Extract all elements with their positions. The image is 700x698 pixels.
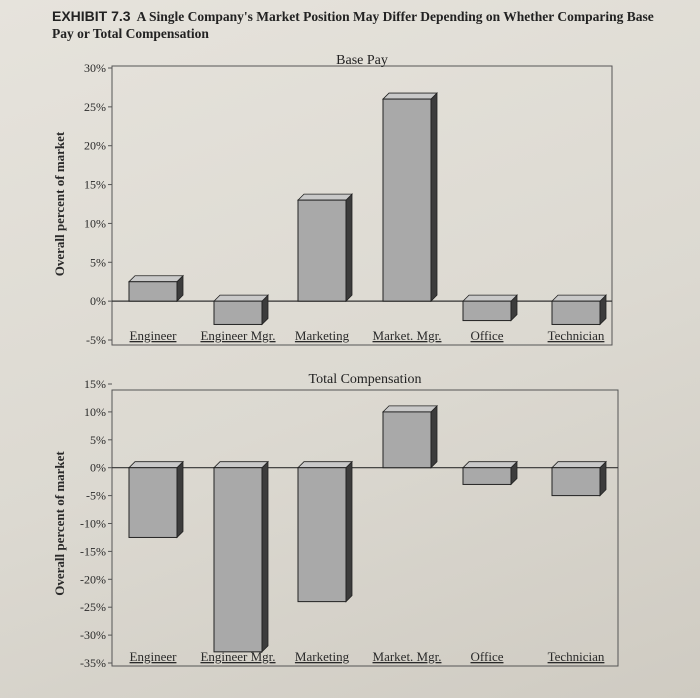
y-tick-label: 25% [84, 99, 106, 114]
bar-front [552, 468, 600, 496]
bar [214, 295, 268, 324]
bar-top [298, 462, 352, 468]
chart-1 [52, 53, 612, 347]
bar [298, 194, 352, 301]
plot-frame [112, 66, 612, 345]
bar-side [262, 462, 268, 652]
bar-front [129, 468, 177, 538]
exhibit-title-line2: Pay or Total Compensation [52, 26, 209, 41]
y-tick-label: 5% [90, 255, 106, 270]
y-tick-label: -30% [80, 628, 106, 643]
category-label: Technician [547, 328, 605, 343]
bar-top [129, 276, 183, 282]
bar-front [214, 468, 262, 652]
bar-top [214, 295, 268, 301]
category-label: Marketing [294, 328, 350, 343]
bar-front [129, 282, 177, 301]
category-label: Office [470, 328, 504, 343]
bar-front [214, 301, 262, 324]
bar-top [552, 462, 606, 468]
y-tick-label: 15% [84, 177, 106, 192]
y-tick-label: 15% [84, 377, 106, 391]
bar [383, 406, 437, 468]
bar [463, 462, 517, 485]
chart-2 [52, 372, 618, 670]
bar-top [463, 462, 517, 468]
category-label: Office [470, 649, 504, 664]
bar-top [383, 406, 437, 412]
bar-side [431, 93, 437, 301]
y-tick-label: -15% [80, 544, 106, 559]
bar-front [383, 412, 431, 468]
chart-title: Base Pay [336, 53, 388, 68]
y-tick-label: -25% [80, 600, 106, 615]
bar-top [463, 295, 517, 301]
bar [129, 462, 183, 538]
exhibit-title-line1: A Single Company's Market Position May Differ Depending on Whether Comparing Base [136, 9, 654, 24]
y-tick-label: 5% [90, 432, 106, 447]
bar-front [298, 200, 346, 301]
category-label: Engineer [129, 649, 177, 664]
y-axis-label: Overall percent of market [52, 131, 67, 277]
plot-frame [112, 390, 618, 666]
y-tick-label: -10% [80, 516, 106, 531]
y-tick-label: 30% [84, 61, 106, 75]
bar-top [383, 93, 437, 99]
bar [214, 462, 268, 652]
category-label: Engineer [129, 328, 177, 343]
bar [552, 295, 606, 324]
y-tick-label: -35% [80, 656, 106, 670]
bar-side [346, 462, 352, 602]
bar-front [552, 301, 600, 324]
bar-front [463, 301, 511, 320]
y-tick-label: -5% [86, 333, 106, 347]
category-label: Engineer Mgr. [200, 649, 276, 664]
category-label: Technician [547, 649, 605, 664]
y-tick-label: 10% [84, 404, 106, 419]
bar-side [346, 194, 352, 301]
y-tick-label: 20% [84, 138, 106, 153]
bar [129, 276, 183, 301]
bar-front [383, 99, 431, 301]
y-tick-label: 0% [90, 460, 106, 475]
bar-front [463, 468, 511, 485]
y-tick-label: 10% [84, 216, 106, 231]
y-tick-label: -5% [86, 488, 106, 503]
bar-top [214, 462, 268, 468]
category-label: Market. Mgr. [372, 328, 442, 343]
bar-top [552, 295, 606, 301]
bar-side [431, 406, 437, 468]
category-label: Engineer Mgr. [200, 328, 276, 343]
y-axis-label: Overall percent of market [52, 451, 67, 596]
bar-top [129, 462, 183, 468]
bar [463, 295, 517, 320]
bar [552, 462, 606, 496]
bar-front [298, 468, 346, 602]
y-tick-label: -20% [80, 572, 106, 587]
chart-title: Total Compensation [308, 372, 422, 387]
category-label: Market. Mgr. [372, 649, 442, 664]
exhibit-number: EXHIBIT 7.3 [52, 8, 131, 24]
bar-top [298, 194, 352, 200]
bar [298, 462, 352, 602]
bar-side [177, 462, 183, 538]
category-label: Marketing [294, 649, 350, 664]
y-tick-label: 0% [90, 294, 106, 309]
bar [383, 93, 437, 301]
